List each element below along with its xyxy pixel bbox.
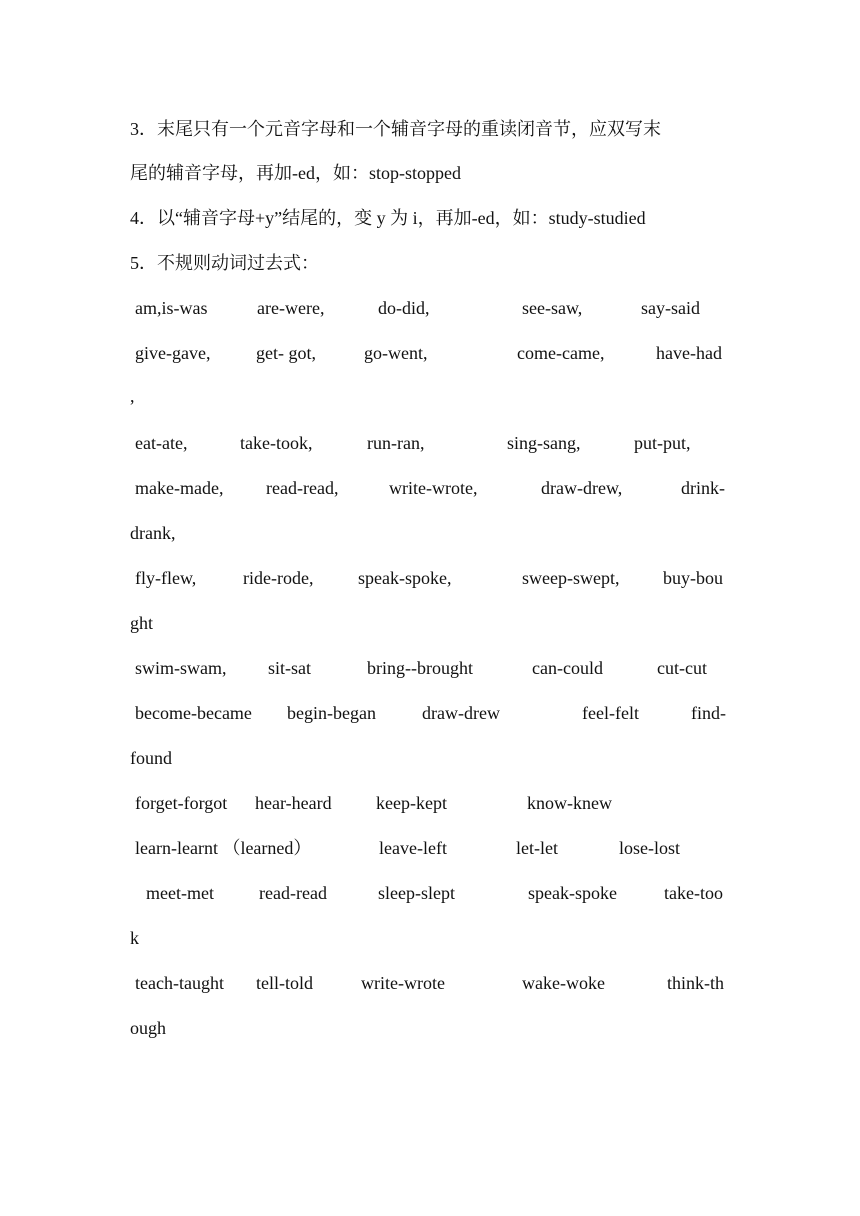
- verb-pair: go-went,: [364, 343, 428, 363]
- verb-pair: wake-woke: [522, 973, 605, 993]
- verb-row-wrap: ough: [130, 1018, 166, 1038]
- verb-pair: read-read: [259, 883, 327, 903]
- verb-pair: speak-spoke: [528, 883, 617, 903]
- verb-pair: read-read,: [266, 478, 339, 498]
- verb-pair: can-could: [532, 658, 603, 678]
- verb-pair: meet-met: [146, 883, 214, 903]
- verb-pair: think-th: [667, 973, 724, 993]
- verb-row: [0, 971, 860, 995]
- verb-pair: buy-bou: [663, 568, 723, 588]
- verb-row: [0, 836, 860, 860]
- rule-4: 4．以“辅音字母+y”结尾的，变 y 为 i，再加-ed，如：study-studied: [130, 208, 646, 228]
- verb-pair: let-let: [516, 838, 558, 858]
- verb-pair: say-said: [641, 298, 700, 318]
- verb-pair: put-put,: [634, 433, 691, 453]
- verb-row: [0, 296, 860, 320]
- verb-pair: become-became: [135, 703, 252, 723]
- verb-pair: teach-taught: [135, 973, 224, 993]
- rule-3-line-2: 尾的辅音字母，再加-ed，如：stop-stopped: [130, 163, 461, 183]
- verb-row: [0, 476, 860, 500]
- verb-row: [0, 881, 860, 905]
- verb-pair: swim-swam,: [135, 658, 227, 678]
- verb-row-wrap: k: [130, 928, 139, 948]
- verb-pair: write-wrote: [361, 973, 445, 993]
- verb-pair: give-gave,: [135, 343, 211, 363]
- verb-pair: come-came,: [517, 343, 605, 363]
- verb-pair: speak-spoke,: [358, 568, 452, 588]
- verb-pair: draw-drew: [422, 703, 500, 723]
- verb-row-wrap: ,: [130, 386, 135, 406]
- verb-pair: leave-left: [379, 838, 447, 858]
- verb-pair: keep-kept: [376, 793, 447, 813]
- verb-pair: have-had: [656, 343, 722, 363]
- verb-pair: feel-felt: [582, 703, 639, 723]
- verb-pair: fly-flew,: [135, 568, 197, 588]
- verb-pair: get- got,: [256, 343, 316, 363]
- verb-pair: find-: [691, 703, 726, 723]
- rule-5-heading: 5．不规则动词过去式：: [130, 253, 319, 273]
- verb-pair: am,is-was: [135, 298, 208, 318]
- verb-row: [0, 566, 860, 590]
- verb-pair: sweep-swept,: [522, 568, 620, 588]
- verb-pair: make-made,: [135, 478, 224, 498]
- verb-pair: sing-sang,: [507, 433, 581, 453]
- verb-pair: cut-cut: [657, 658, 707, 678]
- verb-pair: know-knew: [527, 793, 612, 813]
- verb-pair: draw-drew,: [541, 478, 623, 498]
- verb-pair: sleep-slept: [378, 883, 455, 903]
- verb-pair: do-did,: [378, 298, 430, 318]
- verb-row: [0, 656, 860, 680]
- verb-pair: begin-began: [287, 703, 376, 723]
- verb-pair: tell-told: [256, 973, 313, 993]
- verb-row: [0, 431, 860, 455]
- verb-pair: drink-: [681, 478, 725, 498]
- verb-pair: eat-ate,: [135, 433, 188, 453]
- verb-row-wrap: drank,: [130, 523, 176, 543]
- verb-pair: bring--brought: [367, 658, 473, 678]
- verb-pair: learn-learnt （learned）: [135, 838, 312, 858]
- verb-pair: write-wrote,: [389, 478, 478, 498]
- verb-pair: hear-heard: [255, 793, 332, 813]
- verb-pair: ride-rode,: [243, 568, 314, 588]
- verb-row-wrap: ght: [130, 613, 154, 633]
- verb-pair: are-were,: [257, 298, 325, 318]
- verb-row: [0, 701, 860, 725]
- verb-pair: forget-forgot: [135, 793, 228, 813]
- verb-pair: take-took,: [240, 433, 313, 453]
- verb-pair: sit-sat: [268, 658, 311, 678]
- verb-pair: run-ran,: [367, 433, 425, 453]
- verb-row: [0, 791, 860, 815]
- verb-pair: take-too: [664, 883, 723, 903]
- verb-pair: see-saw,: [522, 298, 583, 318]
- rule-3-line-1: 3．末尾只有一个元音字母和一个辅音字母的重读闭音节，应双写末: [130, 119, 661, 139]
- verb-row: [0, 341, 860, 365]
- verb-row-wrap: found: [130, 748, 172, 768]
- verb-pair: lose-lost: [619, 838, 680, 858]
